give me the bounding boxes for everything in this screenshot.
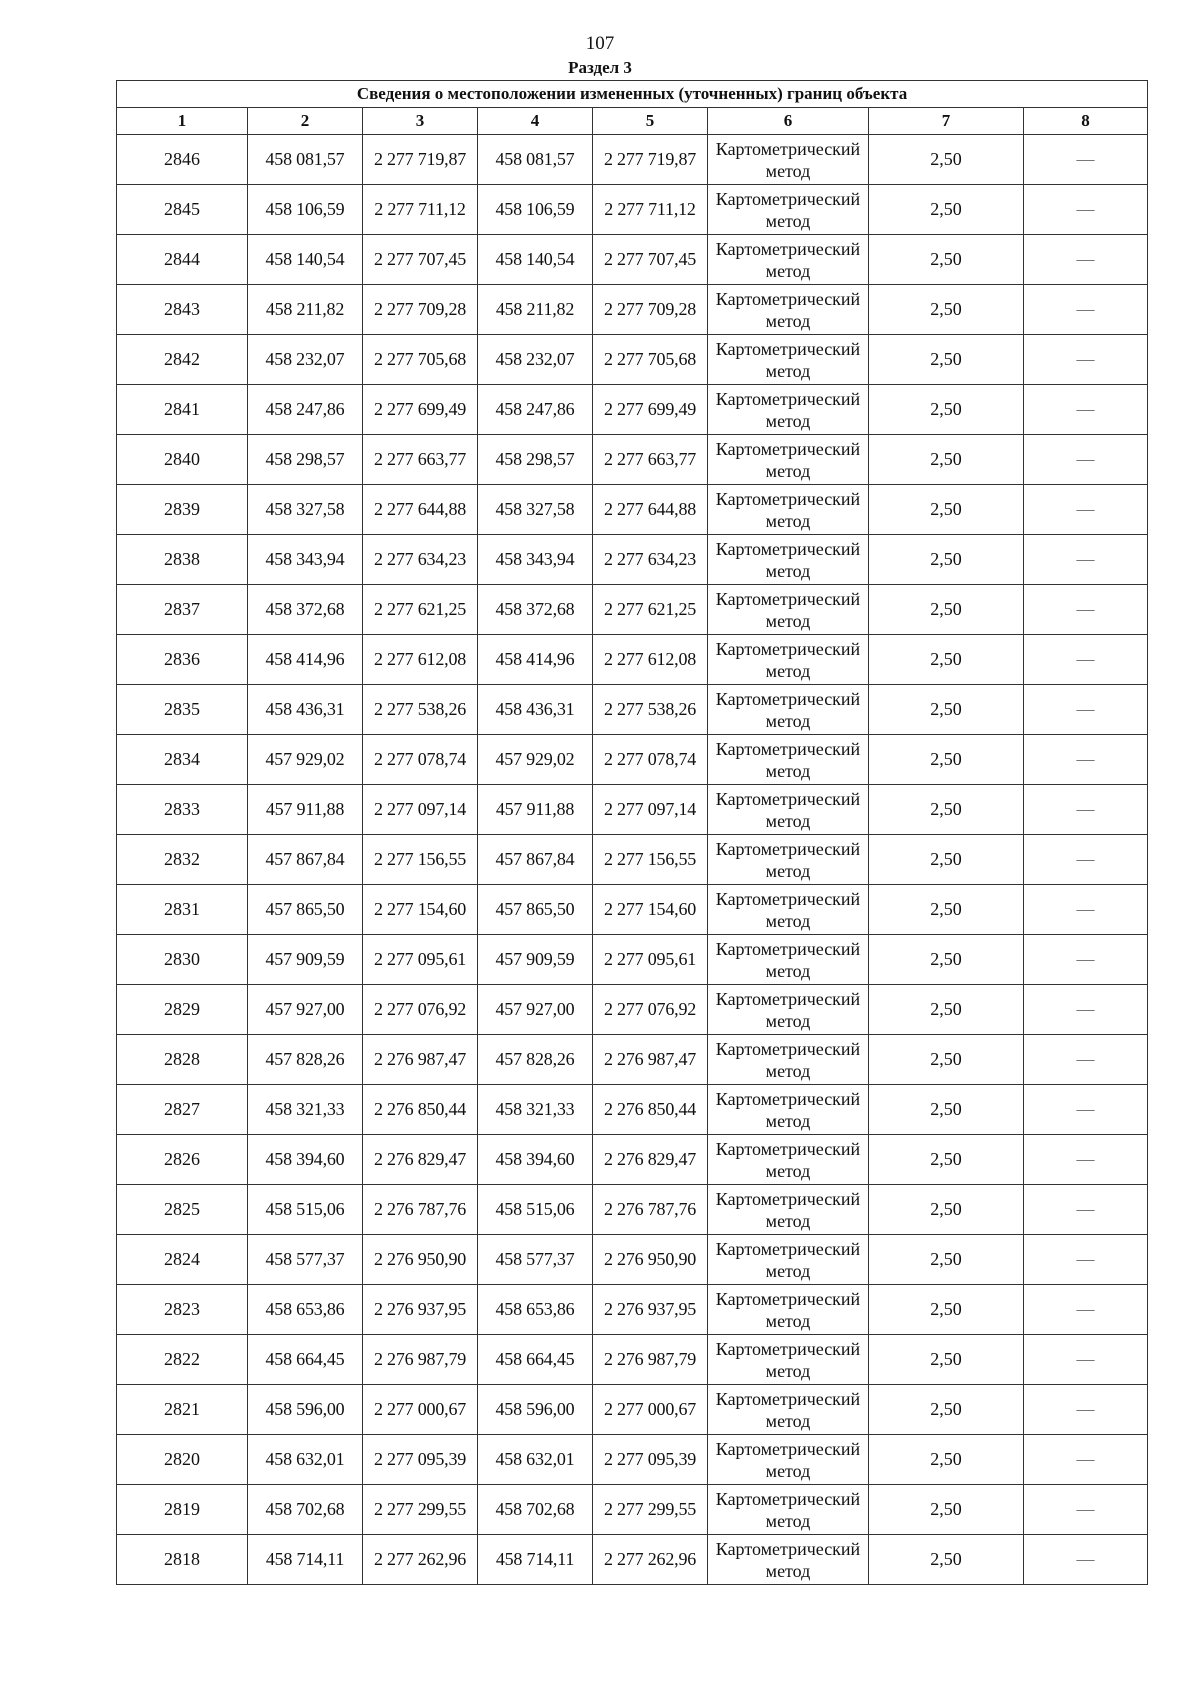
y-coordinate-new-cell: 2 277 644,88 [593, 485, 708, 535]
y-coordinate-new-cell: 2 277 705,68 [593, 335, 708, 385]
y-coordinate-cell: 2 277 699,49 [363, 385, 478, 435]
point-number-cell: 2831 [117, 885, 248, 935]
point-number-cell: 2838 [117, 535, 248, 585]
method-cell: Картометрический метод [708, 1235, 869, 1285]
x-coordinate-new-cell: 458 372,68 [478, 585, 593, 635]
point-number-cell: 2839 [117, 485, 248, 535]
table-row [117, 735, 1148, 785]
precision-cell: 2,50 [869, 1235, 1024, 1285]
y-coordinate-cell: 2 277 156,55 [363, 835, 478, 885]
table-row [117, 935, 1148, 985]
note-cell: — [1024, 235, 1148, 285]
point-number-cell: 2819 [117, 1485, 248, 1535]
precision-cell: 2,50 [869, 735, 1024, 785]
column-number: 7 [869, 108, 1024, 135]
point-number-cell: 2826 [117, 1135, 248, 1185]
y-coordinate-cell: 2 277 705,68 [363, 335, 478, 385]
method-cell: Картометрический метод [708, 635, 869, 685]
table-row [117, 1185, 1148, 1235]
method-cell: Картометрический метод [708, 1285, 869, 1335]
x-coordinate-new-cell: 458 298,57 [478, 435, 593, 485]
x-coordinate-cell: 458 081,57 [248, 135, 363, 185]
x-coordinate-new-cell: 458 081,57 [478, 135, 593, 185]
x-coordinate-cell: 458 211,82 [248, 285, 363, 335]
y-coordinate-new-cell: 2 277 095,39 [593, 1435, 708, 1485]
y-coordinate-cell: 2 277 711,12 [363, 185, 478, 235]
y-coordinate-cell: 2 277 538,26 [363, 685, 478, 735]
x-coordinate-cell: 458 298,57 [248, 435, 363, 485]
note-cell: — [1024, 435, 1148, 485]
x-coordinate-cell: 457 867,84 [248, 835, 363, 885]
precision-cell: 2,50 [869, 335, 1024, 385]
precision-cell: 2,50 [869, 1085, 1024, 1135]
table-row [117, 235, 1148, 285]
note-cell: — [1024, 985, 1148, 1035]
note-cell: — [1024, 285, 1148, 335]
point-number-cell: 2840 [117, 435, 248, 485]
method-cell: Картометрический метод [708, 385, 869, 435]
column-number-row [117, 108, 1148, 135]
note-cell: — [1024, 1085, 1148, 1135]
precision-cell: 2,50 [869, 885, 1024, 935]
note-cell: — [1024, 1485, 1148, 1535]
x-coordinate-new-cell: 458 714,11 [478, 1535, 593, 1585]
table-row [117, 135, 1148, 185]
point-number-cell: 2836 [117, 635, 248, 685]
x-coordinate-new-cell: 458 247,86 [478, 385, 593, 435]
precision-cell: 2,50 [869, 535, 1024, 585]
table-body [117, 135, 1148, 1585]
precision-cell: 2,50 [869, 1285, 1024, 1335]
x-coordinate-new-cell: 457 865,50 [478, 885, 593, 935]
method-cell: Картометрический метод [708, 135, 869, 185]
y-coordinate-new-cell: 2 277 699,49 [593, 385, 708, 435]
y-coordinate-cell: 2 276 950,90 [363, 1235, 478, 1285]
y-coordinate-cell: 2 277 095,61 [363, 935, 478, 985]
y-coordinate-new-cell: 2 277 707,45 [593, 235, 708, 285]
point-number-cell: 2829 [117, 985, 248, 1035]
y-coordinate-new-cell: 2 276 950,90 [593, 1235, 708, 1285]
y-coordinate-cell: 2 276 987,79 [363, 1335, 478, 1385]
x-coordinate-cell: 458 327,58 [248, 485, 363, 535]
precision-cell: 2,50 [869, 1135, 1024, 1185]
x-coordinate-cell: 458 321,33 [248, 1085, 363, 1135]
x-coordinate-cell: 458 140,54 [248, 235, 363, 285]
point-number-cell: 2845 [117, 185, 248, 235]
x-coordinate-cell: 457 828,26 [248, 1035, 363, 1085]
precision-cell: 2,50 [869, 285, 1024, 335]
precision-cell: 2,50 [869, 235, 1024, 285]
x-coordinate-new-cell: 458 327,58 [478, 485, 593, 535]
point-number-cell: 2844 [117, 235, 248, 285]
note-cell: — [1024, 785, 1148, 835]
x-coordinate-cell: 458 577,37 [248, 1235, 363, 1285]
table-row [117, 1335, 1148, 1385]
note-cell: — [1024, 385, 1148, 435]
x-coordinate-new-cell: 458 596,00 [478, 1385, 593, 1435]
method-cell: Картометрический метод [708, 185, 869, 235]
y-coordinate-cell: 2 276 987,47 [363, 1035, 478, 1085]
y-coordinate-new-cell: 2 277 000,67 [593, 1385, 708, 1435]
x-coordinate-new-cell: 457 867,84 [478, 835, 593, 885]
y-coordinate-new-cell: 2 276 787,76 [593, 1185, 708, 1235]
x-coordinate-cell: 458 232,07 [248, 335, 363, 385]
note-cell: — [1024, 185, 1148, 235]
column-number: 2 [248, 108, 363, 135]
point-number-cell: 2835 [117, 685, 248, 735]
note-cell: — [1024, 1235, 1148, 1285]
column-number: 1 [117, 108, 248, 135]
point-number-cell: 2823 [117, 1285, 248, 1335]
method-cell: Картометрический метод [708, 935, 869, 985]
x-coordinate-cell: 458 632,01 [248, 1435, 363, 1485]
point-number-cell: 2846 [117, 135, 248, 185]
table-row [117, 635, 1148, 685]
x-coordinate-new-cell: 458 632,01 [478, 1435, 593, 1485]
table-row [117, 1485, 1148, 1535]
method-cell: Картометрический метод [708, 535, 869, 585]
column-number: 6 [708, 108, 869, 135]
precision-cell: 2,50 [869, 835, 1024, 885]
point-number-cell: 2822 [117, 1335, 248, 1385]
x-coordinate-cell: 458 714,11 [248, 1535, 363, 1585]
table-row [117, 585, 1148, 635]
y-coordinate-cell: 2 277 709,28 [363, 285, 478, 335]
y-coordinate-cell: 2 277 663,77 [363, 435, 478, 485]
y-coordinate-new-cell: 2 276 987,79 [593, 1335, 708, 1385]
x-coordinate-new-cell: 458 515,06 [478, 1185, 593, 1235]
x-coordinate-new-cell: 458 106,59 [478, 185, 593, 235]
precision-cell: 2,50 [869, 635, 1024, 685]
point-number-cell: 2837 [117, 585, 248, 635]
y-coordinate-cell: 2 277 154,60 [363, 885, 478, 935]
method-cell: Картометрический метод [708, 785, 869, 835]
method-cell: Картометрический метод [708, 285, 869, 335]
method-cell: Картометрический метод [708, 1385, 869, 1435]
table-row [117, 785, 1148, 835]
table-row [117, 985, 1148, 1035]
table-row [117, 1035, 1148, 1085]
point-number-cell: 2833 [117, 785, 248, 835]
method-cell: Картометрический метод [708, 1135, 869, 1185]
column-number: 3 [363, 108, 478, 135]
x-coordinate-new-cell: 458 394,60 [478, 1135, 593, 1185]
table-row [117, 685, 1148, 735]
precision-cell: 2,50 [869, 385, 1024, 435]
table-row [117, 535, 1148, 585]
precision-cell: 2,50 [869, 1485, 1024, 1535]
y-coordinate-new-cell: 2 277 078,74 [593, 735, 708, 785]
note-cell: — [1024, 635, 1148, 685]
y-coordinate-new-cell: 2 277 538,26 [593, 685, 708, 735]
precision-cell: 2,50 [869, 1035, 1024, 1085]
y-coordinate-new-cell: 2 277 095,61 [593, 935, 708, 985]
table-caption: Сведения о местоположении измененных (уточненных) границ объекта [117, 81, 1148, 108]
table-row [117, 1435, 1148, 1485]
method-cell: Картометрический метод [708, 435, 869, 485]
note-cell: — [1024, 685, 1148, 735]
note-cell: — [1024, 335, 1148, 385]
table-row [117, 285, 1148, 335]
y-coordinate-cell: 2 277 076,92 [363, 985, 478, 1035]
y-coordinate-cell: 2 277 621,25 [363, 585, 478, 635]
precision-cell: 2,50 [869, 135, 1024, 185]
note-cell: — [1024, 1285, 1148, 1335]
point-number-cell: 2842 [117, 335, 248, 385]
y-coordinate-cell: 2 277 612,08 [363, 635, 478, 685]
x-coordinate-cell: 457 929,02 [248, 735, 363, 785]
precision-cell: 2,50 [869, 685, 1024, 735]
point-number-cell: 2827 [117, 1085, 248, 1135]
point-number-cell: 2841 [117, 385, 248, 435]
table-row [117, 1385, 1148, 1435]
note-cell: — [1024, 585, 1148, 635]
x-coordinate-new-cell: 458 436,31 [478, 685, 593, 735]
x-coordinate-cell: 458 394,60 [248, 1135, 363, 1185]
y-coordinate-new-cell: 2 277 076,92 [593, 985, 708, 1035]
y-coordinate-new-cell: 2 277 156,55 [593, 835, 708, 885]
table-row [117, 335, 1148, 385]
y-coordinate-new-cell: 2 277 719,87 [593, 135, 708, 185]
x-coordinate-new-cell: 458 702,68 [478, 1485, 593, 1535]
note-cell: — [1024, 1535, 1148, 1585]
table-row [117, 385, 1148, 435]
method-cell: Картометрический метод [708, 835, 869, 885]
x-coordinate-cell: 458 653,86 [248, 1285, 363, 1335]
y-coordinate-cell: 2 277 719,87 [363, 135, 478, 185]
y-coordinate-cell: 2 276 850,44 [363, 1085, 478, 1135]
point-number-cell: 2828 [117, 1035, 248, 1085]
x-coordinate-cell: 458 372,68 [248, 585, 363, 635]
note-cell: — [1024, 535, 1148, 585]
precision-cell: 2,50 [869, 435, 1024, 485]
method-cell: Картометрический метод [708, 885, 869, 935]
y-coordinate-cell: 2 277 299,55 [363, 1485, 478, 1535]
note-cell: — [1024, 1335, 1148, 1385]
y-coordinate-new-cell: 2 277 154,60 [593, 885, 708, 935]
note-cell: — [1024, 935, 1148, 985]
column-number: 5 [593, 108, 708, 135]
note-cell: — [1024, 1435, 1148, 1485]
x-coordinate-new-cell: 458 343,94 [478, 535, 593, 585]
point-number-cell: 2818 [117, 1535, 248, 1585]
y-coordinate-new-cell: 2 276 850,44 [593, 1085, 708, 1135]
point-number-cell: 2821 [117, 1385, 248, 1435]
y-coordinate-cell: 2 277 262,96 [363, 1535, 478, 1585]
y-coordinate-new-cell: 2 277 711,12 [593, 185, 708, 235]
y-coordinate-new-cell: 2 277 621,25 [593, 585, 708, 635]
table-row [117, 1085, 1148, 1135]
method-cell: Картометрический метод [708, 1485, 869, 1535]
column-number: 4 [478, 108, 593, 135]
table-row [117, 185, 1148, 235]
x-coordinate-new-cell: 458 414,96 [478, 635, 593, 685]
method-cell: Картометрический метод [708, 735, 869, 785]
y-coordinate-cell: 2 277 000,67 [363, 1385, 478, 1435]
method-cell: Картометрический метод [708, 1335, 869, 1385]
y-coordinate-new-cell: 2 277 299,55 [593, 1485, 708, 1535]
point-number-cell: 2825 [117, 1185, 248, 1235]
table-row [117, 885, 1148, 935]
precision-cell: 2,50 [869, 1185, 1024, 1235]
note-cell: — [1024, 1185, 1148, 1235]
y-coordinate-new-cell: 2 277 709,28 [593, 285, 708, 335]
table-row [117, 1235, 1148, 1285]
x-coordinate-cell: 458 664,45 [248, 1335, 363, 1385]
precision-cell: 2,50 [869, 985, 1024, 1035]
note-cell: — [1024, 835, 1148, 885]
y-coordinate-new-cell: 2 276 987,47 [593, 1035, 708, 1085]
x-coordinate-new-cell: 457 911,88 [478, 785, 593, 835]
method-cell: Картометрический метод [708, 335, 869, 385]
x-coordinate-new-cell: 457 929,02 [478, 735, 593, 785]
precision-cell: 2,50 [869, 585, 1024, 635]
y-coordinate-new-cell: 2 277 262,96 [593, 1535, 708, 1585]
y-coordinate-cell: 2 276 937,95 [363, 1285, 478, 1335]
x-coordinate-new-cell: 458 577,37 [478, 1235, 593, 1285]
note-cell: — [1024, 1135, 1148, 1185]
x-coordinate-new-cell: 457 828,26 [478, 1035, 593, 1085]
y-coordinate-cell: 2 277 097,14 [363, 785, 478, 835]
point-number-cell: 2824 [117, 1235, 248, 1285]
page-number: 107 [585, 33, 615, 54]
method-cell: Картометрический метод [708, 1185, 869, 1235]
x-coordinate-cell: 458 702,68 [248, 1485, 363, 1535]
precision-cell: 2,50 [869, 1385, 1024, 1435]
note-cell: — [1024, 485, 1148, 535]
point-number-cell: 2820 [117, 1435, 248, 1485]
y-coordinate-cell: 2 277 078,74 [363, 735, 478, 785]
note-cell: — [1024, 735, 1148, 785]
x-coordinate-new-cell: 458 232,07 [478, 335, 593, 385]
note-cell: — [1024, 1385, 1148, 1435]
x-coordinate-cell: 458 515,06 [248, 1185, 363, 1235]
method-cell: Картометрический метод [708, 985, 869, 1035]
column-number: 8 [1024, 108, 1148, 135]
method-cell: Картометрический метод [708, 585, 869, 635]
y-coordinate-cell: 2 277 707,45 [363, 235, 478, 285]
method-cell: Картометрический метод [708, 685, 869, 735]
method-cell: Картометрический метод [708, 1085, 869, 1135]
table-row [117, 1135, 1148, 1185]
precision-cell: 2,50 [869, 1335, 1024, 1385]
method-cell: Картометрический метод [708, 1435, 869, 1485]
x-coordinate-new-cell: 458 321,33 [478, 1085, 593, 1135]
x-coordinate-cell: 457 865,50 [248, 885, 363, 935]
table-row [117, 1285, 1148, 1335]
y-coordinate-cell: 2 277 095,39 [363, 1435, 478, 1485]
method-cell: Картометрический метод [708, 1535, 869, 1585]
y-coordinate-new-cell: 2 276 829,47 [593, 1135, 708, 1185]
y-coordinate-new-cell: 2 277 097,14 [593, 785, 708, 835]
coordinates-table [116, 80, 1148, 1585]
x-coordinate-new-cell: 458 653,86 [478, 1285, 593, 1335]
precision-cell: 2,50 [869, 1435, 1024, 1485]
point-number-cell: 2830 [117, 935, 248, 985]
y-coordinate-new-cell: 2 276 937,95 [593, 1285, 708, 1335]
note-cell: — [1024, 1035, 1148, 1085]
x-coordinate-cell: 458 414,96 [248, 635, 363, 685]
method-cell: Картометрический метод [708, 235, 869, 285]
x-coordinate-cell: 458 596,00 [248, 1385, 363, 1435]
x-coordinate-new-cell: 458 211,82 [478, 285, 593, 335]
table-row [117, 485, 1148, 535]
precision-cell: 2,50 [869, 785, 1024, 835]
table-row [117, 435, 1148, 485]
precision-cell: 2,50 [869, 185, 1024, 235]
x-coordinate-cell: 458 247,86 [248, 385, 363, 435]
y-coordinate-new-cell: 2 277 663,77 [593, 435, 708, 485]
y-coordinate-cell: 2 276 829,47 [363, 1135, 478, 1185]
x-coordinate-cell: 457 927,00 [248, 985, 363, 1035]
x-coordinate-new-cell: 457 927,00 [478, 985, 593, 1035]
point-number-cell: 2832 [117, 835, 248, 885]
x-coordinate-new-cell: 457 909,59 [478, 935, 593, 985]
x-coordinate-cell: 458 436,31 [248, 685, 363, 735]
y-coordinate-cell: 2 277 644,88 [363, 485, 478, 535]
x-coordinate-cell: 458 343,94 [248, 535, 363, 585]
note-cell: — [1024, 885, 1148, 935]
method-cell: Картометрический метод [708, 485, 869, 535]
y-coordinate-new-cell: 2 277 634,23 [593, 535, 708, 585]
table-row [117, 835, 1148, 885]
table-row [117, 1535, 1148, 1585]
x-coordinate-cell: 458 106,59 [248, 185, 363, 235]
x-coordinate-cell: 457 911,88 [248, 785, 363, 835]
method-cell: Картометрический метод [708, 1035, 869, 1085]
x-coordinate-new-cell: 458 664,45 [478, 1335, 593, 1385]
section-title: Раздел 3 [568, 58, 632, 77]
x-coordinate-new-cell: 458 140,54 [478, 235, 593, 285]
y-coordinate-cell: 2 277 634,23 [363, 535, 478, 585]
point-number-cell: 2843 [117, 285, 248, 335]
point-number-cell: 2834 [117, 735, 248, 785]
x-coordinate-cell: 457 909,59 [248, 935, 363, 985]
y-coordinate-cell: 2 276 787,76 [363, 1185, 478, 1235]
note-cell: — [1024, 135, 1148, 185]
y-coordinate-new-cell: 2 277 612,08 [593, 635, 708, 685]
precision-cell: 2,50 [869, 485, 1024, 535]
precision-cell: 2,50 [869, 1535, 1024, 1585]
precision-cell: 2,50 [869, 935, 1024, 985]
